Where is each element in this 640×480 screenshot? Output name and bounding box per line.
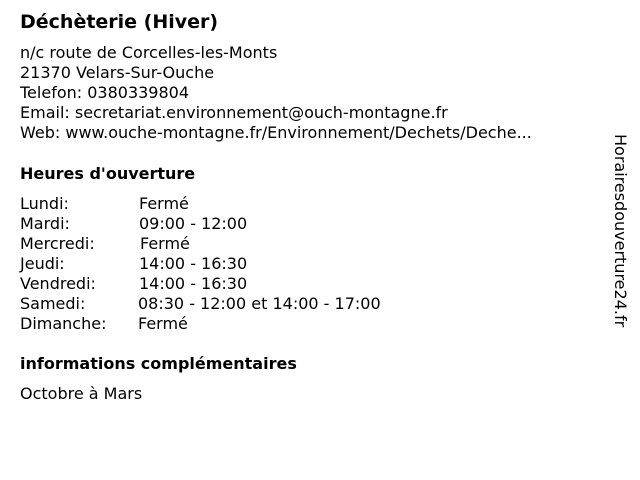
day-label: Dimanche: [20, 314, 107, 333]
time-value: 14:00 - 16:30 [139, 274, 248, 293]
day-label: Jeudi: [20, 254, 65, 273]
hours-row-wednesday [20, 234, 190, 254]
hours-row-thursday [20, 254, 248, 274]
time-value: 09:00 - 12:00 [139, 214, 248, 233]
address-street: n/c route de Corcelles-les-Monts [20, 43, 278, 62]
address-city: 21370 Velars-Sur-Ouche [20, 63, 215, 82]
additional-info-text: Octobre à Mars [20, 384, 143, 403]
hours-row-tuesday [20, 214, 248, 234]
phone-line: Telefon: 0380339804 [20, 83, 190, 102]
site-watermark-text: Horairesdouverture24.fr [611, 134, 630, 328]
site-watermark [608, 134, 632, 374]
hours-row-monday [20, 194, 189, 214]
day-label: Samedi: [20, 294, 86, 313]
additional-info-heading: informations complémentaires [20, 354, 297, 373]
time-value: Fermé [140, 234, 190, 253]
opening-hours-heading: Heures d'ouverture [20, 164, 196, 183]
hours-row-friday [20, 274, 248, 294]
day-label: Mardi: [20, 214, 70, 233]
contact-block [20, 43, 532, 143]
day-label: Mercredi: [20, 234, 95, 253]
day-label: Lundi: [20, 194, 69, 213]
opening-hours-table [20, 194, 381, 334]
time-value: 08:30 - 12:00 et 14:00 - 17:00 [138, 294, 381, 313]
time-value: 14:00 - 16:30 [139, 254, 248, 273]
time-value: Fermé [138, 314, 188, 333]
web-line: Web: www.ouche-montagne.fr/Environnement/Dechets/Deche... [20, 123, 532, 142]
email-line: Email: secretariat.environnement@ouch-montagne.fr [20, 103, 448, 122]
time-value: Fermé [139, 194, 189, 213]
page-title: Déchèterie (Hiver) [20, 11, 219, 33]
hours-row-saturday [20, 294, 381, 314]
hours-row-sunday [20, 314, 188, 334]
day-label: Vendredi: [20, 274, 96, 293]
